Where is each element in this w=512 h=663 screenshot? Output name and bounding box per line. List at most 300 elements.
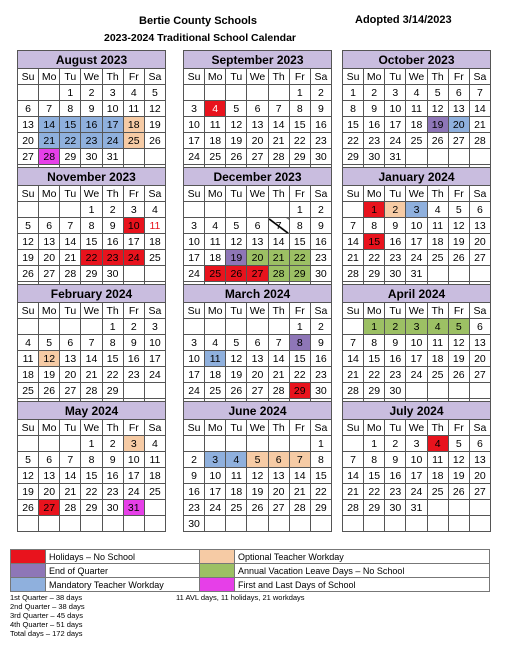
- day-cell: 19: [448, 468, 469, 484]
- weekday-header: Fr: [123, 303, 144, 319]
- day-cell: 4: [226, 452, 247, 468]
- legend: [10, 549, 490, 592]
- day-cell: 30: [364, 149, 385, 165]
- day-cell: 10: [385, 101, 406, 117]
- day-cell: 11: [144, 218, 165, 234]
- weekday-header: Tu: [226, 420, 247, 436]
- day-cell: 8: [289, 335, 310, 351]
- day-cell: 5: [226, 218, 247, 234]
- day-cell: 24: [184, 383, 205, 399]
- weekday-header: Fr: [123, 186, 144, 202]
- day-cell: 10: [144, 335, 165, 351]
- empty-cell: [469, 149, 490, 165]
- day-cell: 4: [427, 202, 448, 218]
- day-cell: 17: [205, 484, 226, 500]
- day-cell: 14: [268, 117, 289, 133]
- day-cell: 23: [310, 367, 331, 383]
- empty-cell: [226, 319, 247, 335]
- empty-cell: [406, 383, 427, 399]
- day-cell: 14: [268, 234, 289, 250]
- weekday-header: Sa: [144, 186, 165, 202]
- empty-cell: [81, 516, 102, 532]
- month-4: [183, 167, 332, 298]
- day-cell: 21: [81, 367, 102, 383]
- day-cell: 13: [469, 335, 490, 351]
- empty-cell: [226, 85, 247, 101]
- weekday-header: Th: [427, 303, 448, 319]
- empty-cell: [18, 319, 39, 335]
- day-cell: 31: [385, 149, 406, 165]
- day-cell: 29: [289, 383, 310, 399]
- day-cell: 9: [385, 335, 406, 351]
- month-title: September 2023: [184, 51, 332, 69]
- day-cell: 27: [448, 133, 469, 149]
- day-cell: 23: [102, 484, 123, 500]
- day-cell: 20: [39, 250, 60, 266]
- day-cell: 16: [364, 117, 385, 133]
- day-cell: 26: [226, 149, 247, 165]
- day-cell: 12: [226, 234, 247, 250]
- day-cell: 16: [310, 351, 331, 367]
- empty-cell: [226, 516, 247, 532]
- weekday-header: We: [406, 303, 427, 319]
- day-cell: 5: [448, 319, 469, 335]
- day-cell: 26: [226, 383, 247, 399]
- empty-cell: [247, 319, 268, 335]
- weekday-header: Mo: [205, 303, 226, 319]
- day-cell: 25: [226, 500, 247, 516]
- weekday-header: Su: [184, 69, 205, 85]
- day-cell: 25: [427, 250, 448, 266]
- empty-cell: [427, 500, 448, 516]
- day-cell: 4: [18, 335, 39, 351]
- day-cell: 2: [123, 319, 144, 335]
- weekday-header: We: [406, 420, 427, 436]
- weekday-header: Sa: [144, 303, 165, 319]
- empty-cell: [123, 266, 144, 282]
- weekday-header: We: [81, 186, 102, 202]
- empty-cell: [60, 202, 81, 218]
- day-cell: 7: [268, 335, 289, 351]
- day-cell: 21: [343, 250, 364, 266]
- day-cell: 20: [247, 250, 268, 266]
- day-cell: 15: [289, 351, 310, 367]
- day-cell: 13: [60, 351, 81, 367]
- empty-cell: [184, 85, 205, 101]
- day-cell: 17: [184, 250, 205, 266]
- day-cell: 25: [205, 383, 226, 399]
- empty-cell: [60, 436, 81, 452]
- empty-cell: [385, 516, 406, 532]
- weekday-header: Sa: [310, 186, 331, 202]
- day-cell: 19: [427, 117, 448, 133]
- day-cell: 15: [364, 351, 385, 367]
- day-cell: 18: [406, 117, 427, 133]
- weekday-header: Fr: [448, 69, 469, 85]
- day-cell: 7: [343, 452, 364, 468]
- day-cell: 21: [60, 484, 81, 500]
- day-cell: 10: [406, 335, 427, 351]
- empty-cell: [205, 319, 226, 335]
- empty-cell: [123, 516, 144, 532]
- weekday-header: Sa: [469, 303, 490, 319]
- day-cell: 28: [60, 266, 81, 282]
- weekday-header: Tu: [226, 303, 247, 319]
- weekday-header: Fr: [448, 303, 469, 319]
- weekday-header: Fr: [289, 186, 310, 202]
- day-cell: 25: [205, 149, 226, 165]
- day-cell: 13: [39, 468, 60, 484]
- empty-cell: [427, 516, 448, 532]
- day-cell: 31: [102, 149, 123, 165]
- day-cell: 1: [102, 319, 123, 335]
- weekday-header: Tu: [385, 420, 406, 436]
- day-cell: 16: [123, 351, 144, 367]
- empty-cell: [144, 500, 165, 516]
- day-cell: 3: [406, 202, 427, 218]
- day-cell: 6: [39, 218, 60, 234]
- day-cell: 26: [427, 133, 448, 149]
- empty-cell: [448, 149, 469, 165]
- day-cell: 18: [123, 117, 144, 133]
- day-cell: 30: [102, 266, 123, 282]
- day-cell: 21: [268, 250, 289, 266]
- day-cell: 20: [247, 367, 268, 383]
- end-quarter-swatch: [11, 564, 46, 578]
- day-cell: 5: [448, 202, 469, 218]
- day-cell: 2: [310, 319, 331, 335]
- weekday-header: Tu: [60, 186, 81, 202]
- district-title: Bertie County Schools: [139, 15, 257, 27]
- day-cell: 10: [406, 218, 427, 234]
- month-8: [342, 284, 491, 415]
- annual-swatch: [200, 564, 235, 578]
- day-cell: 2: [102, 202, 123, 218]
- day-cell: 13: [39, 234, 60, 250]
- day-cell: 27: [39, 266, 60, 282]
- day-cell: 3: [406, 436, 427, 452]
- day-cell: 20: [60, 367, 81, 383]
- day-cell: 1: [81, 202, 102, 218]
- day-cell: 24: [184, 149, 205, 165]
- weekday-header: We: [81, 420, 102, 436]
- weekday-header: We: [247, 420, 268, 436]
- day-cell: 7: [343, 218, 364, 234]
- empty-cell: [226, 436, 247, 452]
- empty-cell: [364, 516, 385, 532]
- empty-cell: [469, 516, 490, 532]
- day-cell: 28: [343, 266, 364, 282]
- day-cell: 8: [364, 335, 385, 351]
- day-cell: 19: [226, 250, 247, 266]
- holiday-swatch: [11, 550, 46, 564]
- day-cell: 21: [268, 133, 289, 149]
- empty-cell: [448, 500, 469, 516]
- day-cell: 31: [123, 500, 144, 516]
- day-cell: 1: [364, 202, 385, 218]
- weekday-header: Th: [268, 69, 289, 85]
- month-10: [183, 401, 332, 532]
- day-cell: 14: [343, 234, 364, 250]
- day-cell: 29: [60, 149, 81, 165]
- empty-cell: [18, 516, 39, 532]
- day-cell: 19: [448, 234, 469, 250]
- weekday-header: Mo: [205, 186, 226, 202]
- empty-cell: [427, 149, 448, 165]
- empty-cell: [268, 85, 289, 101]
- day-cell: 17: [184, 133, 205, 149]
- day-cell: 29: [289, 149, 310, 165]
- day-cell: 20: [18, 133, 39, 149]
- day-cell: 13: [18, 117, 39, 133]
- day-cell: 12: [448, 335, 469, 351]
- day-cell: 8: [81, 218, 102, 234]
- day-cell: 30: [102, 500, 123, 516]
- empty-cell: [18, 85, 39, 101]
- empty-cell: [226, 202, 247, 218]
- day-cell: 15: [60, 117, 81, 133]
- day-cell: 30: [184, 516, 205, 532]
- day-cell: 6: [469, 319, 490, 335]
- day-cell: 11: [18, 351, 39, 367]
- day-cell: 2: [385, 319, 406, 335]
- day-cell: 1: [289, 319, 310, 335]
- empty-cell: [268, 319, 289, 335]
- month-title: March 2024: [184, 285, 332, 303]
- day-cell: 24: [123, 250, 144, 266]
- day-cell: 21: [268, 367, 289, 383]
- day-cell: 19: [18, 250, 39, 266]
- weekday-header: Tu: [385, 69, 406, 85]
- day-cell: 10: [205, 468, 226, 484]
- day-cell: 13: [247, 351, 268, 367]
- weekday-header: Su: [343, 69, 364, 85]
- mandatory-swatch: [11, 578, 46, 592]
- day-cell: 9: [310, 335, 331, 351]
- empty-cell: [343, 436, 364, 452]
- day-cell: 24: [385, 133, 406, 149]
- weekday-header: Sa: [310, 69, 331, 85]
- day-cell: 1: [289, 85, 310, 101]
- empty-cell: [289, 516, 310, 532]
- day-cell: 29: [364, 266, 385, 282]
- weekday-header: Fr: [289, 303, 310, 319]
- note-q1: 1st Quarter – 38 days: [10, 593, 83, 602]
- day-cell: 16: [385, 468, 406, 484]
- weekday-header: Th: [268, 303, 289, 319]
- day-cell: 22: [81, 484, 102, 500]
- day-cell: 29: [81, 500, 102, 516]
- day-cell: 20: [268, 484, 289, 500]
- day-cell: 7: [81, 335, 102, 351]
- day-cell: 22: [364, 367, 385, 383]
- empty-cell: [343, 516, 364, 532]
- day-cell: 8: [364, 452, 385, 468]
- day-cell: 31: [406, 266, 427, 282]
- weekday-header: We: [81, 69, 102, 85]
- day-cell: 26: [448, 367, 469, 383]
- day-cell: 10: [184, 351, 205, 367]
- day-cell: 9: [102, 452, 123, 468]
- day-cell: 22: [364, 250, 385, 266]
- note-total: Total days – 172 days: [10, 629, 83, 638]
- month-title: August 2023: [18, 51, 166, 69]
- day-cell: 26: [18, 500, 39, 516]
- empty-cell: [406, 516, 427, 532]
- weekday-header: Su: [18, 69, 39, 85]
- day-cell: 16: [310, 234, 331, 250]
- day-cell: 13: [247, 117, 268, 133]
- day-cell: 15: [289, 234, 310, 250]
- day-cell: 9: [385, 452, 406, 468]
- day-cell: 5: [18, 218, 39, 234]
- day-cell: 12: [226, 117, 247, 133]
- weekday-header: Mo: [39, 186, 60, 202]
- day-cell: 9: [102, 218, 123, 234]
- day-cell: 8: [60, 101, 81, 117]
- weekday-header: We: [247, 186, 268, 202]
- day-cell: 23: [385, 250, 406, 266]
- day-cell: 19: [39, 367, 60, 383]
- weekday-header: Su: [18, 420, 39, 436]
- weekday-header: Fr: [123, 69, 144, 85]
- day-cell: 26: [18, 266, 39, 282]
- day-cell: 27: [247, 383, 268, 399]
- day-cell: 28: [268, 383, 289, 399]
- month-1: [183, 50, 332, 181]
- day-cell: 29: [102, 383, 123, 399]
- day-cell: 26: [144, 133, 165, 149]
- day-cell: 2: [102, 436, 123, 452]
- day-cell: 24: [406, 484, 427, 500]
- day-cell: 19: [448, 351, 469, 367]
- day-cell: 9: [81, 101, 102, 117]
- day-cell: 17: [184, 367, 205, 383]
- day-cell: 8: [81, 452, 102, 468]
- day-cell: 5: [18, 452, 39, 468]
- empty-cell: [39, 319, 60, 335]
- day-cell: 29: [289, 266, 310, 282]
- day-cell: 18: [427, 234, 448, 250]
- day-cell: 19: [18, 484, 39, 500]
- day-cell: 4: [406, 85, 427, 101]
- empty-cell: [144, 149, 165, 165]
- day-cell: 4: [205, 101, 226, 117]
- day-cell: 11: [427, 452, 448, 468]
- day-cell: 5: [427, 85, 448, 101]
- day-cell: 1: [60, 85, 81, 101]
- day-cell: 21: [343, 367, 364, 383]
- empty-cell: [310, 516, 331, 532]
- day-cell: 28: [39, 149, 60, 165]
- day-cell: 16: [385, 234, 406, 250]
- day-cell: 27: [60, 383, 81, 399]
- day-cell: 20: [469, 351, 490, 367]
- optional-swatch: [200, 550, 235, 564]
- day-cell: 23: [385, 367, 406, 383]
- day-cell: 13: [268, 468, 289, 484]
- empty-cell: [268, 202, 289, 218]
- day-cell: 6: [247, 101, 268, 117]
- day-cell: 30: [310, 383, 331, 399]
- month-title: July 2024: [343, 402, 491, 420]
- empty-cell: [427, 266, 448, 282]
- month-title: April 2024: [343, 285, 491, 303]
- day-cell: 25: [427, 484, 448, 500]
- empty-cell: [39, 516, 60, 532]
- day-cell: 15: [364, 468, 385, 484]
- weekday-header: Tu: [385, 303, 406, 319]
- empty-cell: [184, 202, 205, 218]
- weekday-header: Su: [184, 420, 205, 436]
- month-9: [17, 401, 166, 532]
- day-cell: 30: [310, 149, 331, 165]
- empty-cell: [39, 436, 60, 452]
- day-cell: 21: [60, 250, 81, 266]
- day-cell: 29: [343, 149, 364, 165]
- day-cell: 23: [385, 484, 406, 500]
- weekday-header: Mo: [364, 69, 385, 85]
- day-cell: 3: [184, 335, 205, 351]
- day-cell: 18: [226, 484, 247, 500]
- empty-cell: [448, 383, 469, 399]
- day-cell: 4: [144, 202, 165, 218]
- day-cell: 12: [39, 351, 60, 367]
- weekday-header: Tu: [226, 186, 247, 202]
- day-cell: 20: [448, 117, 469, 133]
- month-title: January 2024: [343, 168, 491, 186]
- day-cell: 27: [469, 250, 490, 266]
- day-cell: 3: [102, 85, 123, 101]
- empty-cell: [448, 516, 469, 532]
- legend-holidays: Holidays – No School: [46, 550, 200, 564]
- day-cell: 23: [123, 367, 144, 383]
- day-cell: 22: [310, 484, 331, 500]
- day-cell: 7: [343, 335, 364, 351]
- day-cell: 18: [205, 133, 226, 149]
- empty-cell: [205, 516, 226, 532]
- day-cell: 27: [268, 500, 289, 516]
- empty-cell: [268, 516, 289, 532]
- day-cell: 14: [60, 468, 81, 484]
- weekday-header: Su: [343, 420, 364, 436]
- day-cell: 29: [364, 500, 385, 516]
- day-cell: 30: [385, 266, 406, 282]
- day-cell: 16: [81, 117, 102, 133]
- day-cell: 22: [364, 484, 385, 500]
- day-cell: 23: [184, 500, 205, 516]
- weekday-header: Fr: [123, 420, 144, 436]
- weekday-header: Sa: [469, 186, 490, 202]
- weekday-header: Mo: [364, 303, 385, 319]
- month-title: June 2024: [184, 402, 332, 420]
- day-cell: 18: [205, 367, 226, 383]
- month-5: [342, 167, 491, 298]
- day-cell: 27: [18, 149, 39, 165]
- day-cell: 14: [343, 468, 364, 484]
- weekday-header: We: [406, 69, 427, 85]
- day-cell: 5: [226, 335, 247, 351]
- day-cell: 28: [60, 500, 81, 516]
- weekday-header: We: [81, 303, 102, 319]
- empty-cell: [39, 85, 60, 101]
- empty-cell: [144, 383, 165, 399]
- weekday-header: Sa: [144, 420, 165, 436]
- day-cell: 30: [310, 266, 331, 282]
- day-cell: 24: [102, 133, 123, 149]
- day-cell: 9: [364, 101, 385, 117]
- empty-cell: [184, 319, 205, 335]
